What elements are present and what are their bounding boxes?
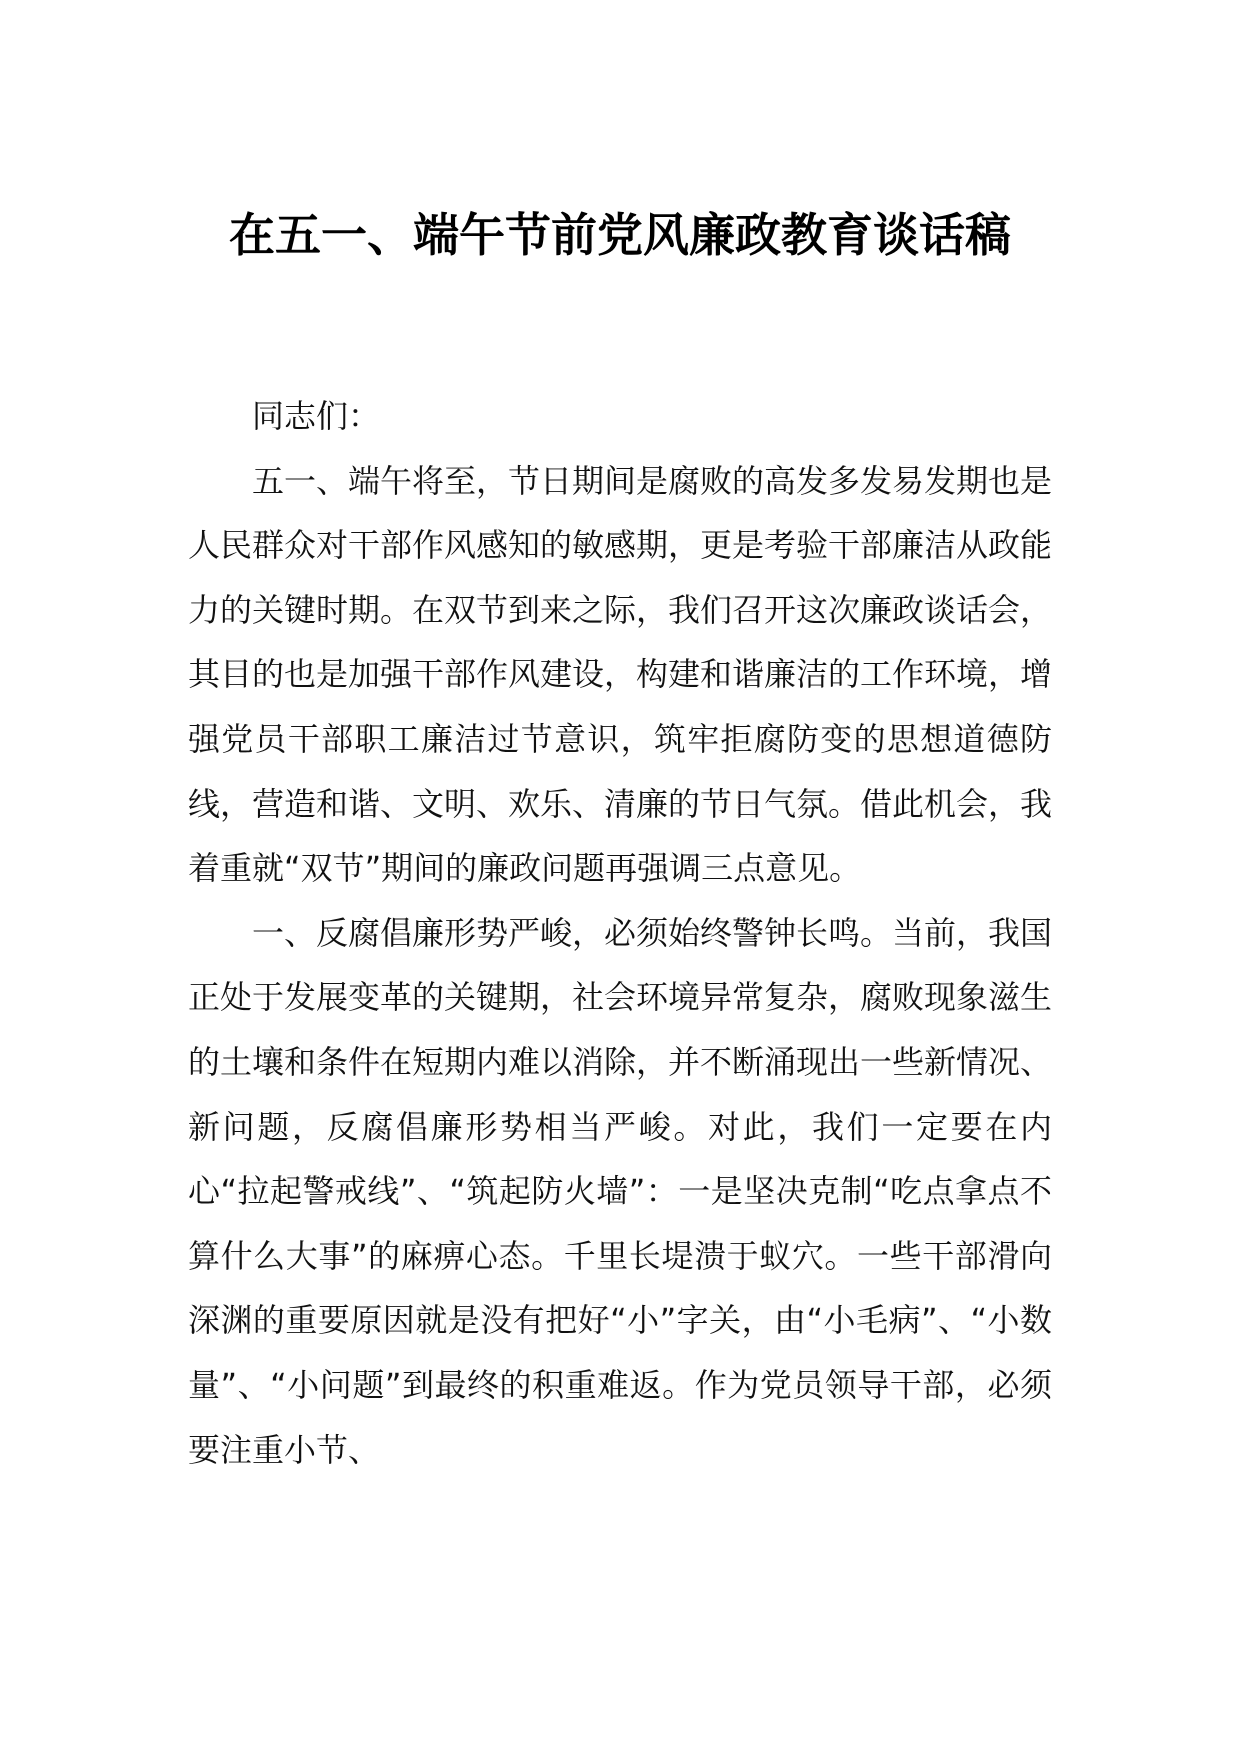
document-title: 在五一、端午节前党风廉政教育谈话稿 — [229, 208, 1011, 262]
body-paragraph-1: 五一、端午将至，节日期间是腐败的高发多发易发期也是人民群众对干部作风感知的敏感期，更是考验干部廉洁从政能力的关键时期。在双节到来之际，我们召开这次廉政谈话会，其目的也是加强干部作风建设，构建和谐廉洁的工作环境，增强党员干部职工廉洁过节意识，筑牢拒腐防变的思想道德防线，营造和谐、文明、欢乐、清廉的节日气氛。借此机会，我着重就“双节”期间的廉政问题再强调三点意见。 — [188, 461, 1053, 888]
salutation: 同志们： — [252, 397, 381, 435]
body-paragraph-2: 一、反腐倡廉形势严峻，必须始终警钟长鸣。当前，我国正处于发展变革的关键期，社会环境异常复杂，腐败现象滋生的土壤和条件在短期内难以消除，并不断涌现出一些新情况、新问题，反腐倡廉形势相当严峻。对此，我们一定要在内心“拉起警戒线”、“筑起防火墙”：一是坚决克制“吃点拿点不算什么大事”的麻痹心态。千里长堤溃于蚁穴。一些干部滑向深渊的重要原因就是没有把好“小”字关，由“小毛病”、“小数量”、“小问题”到最终的积重难返。作为党员领导干部，必须要注重小节、 — [188, 913, 1053, 1469]
document-body — [188, 384, 1052, 1482]
